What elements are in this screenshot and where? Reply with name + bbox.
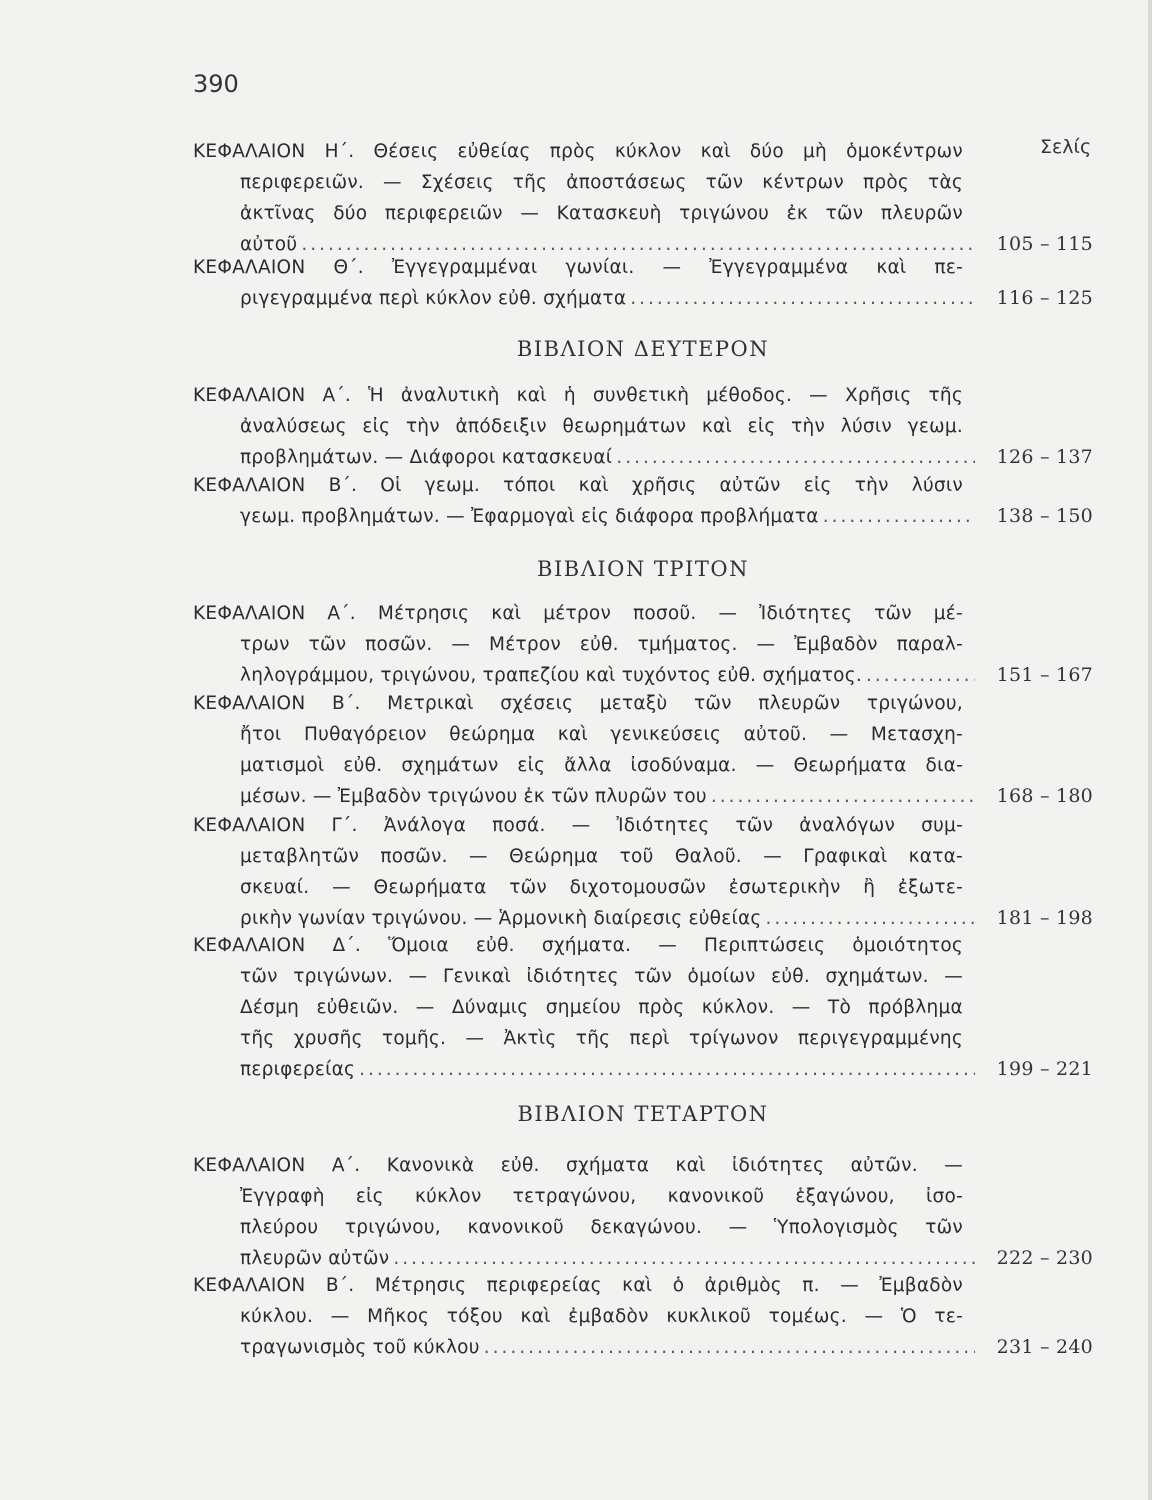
- toc-entry-line: [193, 1332, 1093, 1363]
- toc-entry-line: [193, 442, 1093, 473]
- toc-entry: [193, 380, 1093, 473]
- toc-entry: [193, 136, 1093, 260]
- dot-leader: [711, 781, 975, 812]
- toc-entry-line: [193, 470, 1093, 501]
- toc-entry-text: πλεύρου τριγώνου, κανονικοῦ δεκαγώνου. — Ὑπολογισμὸς τῶν: [240, 1217, 963, 1238]
- dot-leader: [616, 442, 975, 473]
- toc-entry: [193, 252, 1093, 314]
- toc-entry-text: περιφερείας: [240, 1059, 356, 1080]
- book-title: ΒΙΒΛΙΟΝ ΤΕΤΑΡΤΟΝ: [517, 1102, 769, 1126]
- toc-entry-text: αὐτοῦ: [240, 234, 298, 255]
- toc-entry-text: πλευρῶν αὐτῶν: [240, 1248, 390, 1269]
- toc-entry-line: [193, 380, 1093, 411]
- toc-entry-line: [193, 810, 1093, 841]
- toc-entry: [193, 1270, 1093, 1363]
- toc-entry-line: [193, 841, 1093, 872]
- page-range: 126 – 137: [996, 446, 1093, 468]
- page-range: 199 – 221: [996, 1058, 1093, 1080]
- toc-entry-text: ἀκτῖνας δύο περιφερειῶν — Κατασκευὴ τριγώνου ἐκ τῶν πλευρῶν: [240, 203, 963, 224]
- toc-entry-text: ΚΕΦΑΛΑΙΟΝ Β΄. Μετρικαὶ σχέσεις μεταξὺ τῶν πλευρῶν τριγώνου,: [193, 693, 963, 714]
- toc-entry-text: τραγωνισμὸς τοῦ κύκλου: [240, 1337, 480, 1358]
- toc-entry-line: [193, 688, 1093, 719]
- page-edge: [1148, 0, 1152, 1500]
- toc-entry: [193, 470, 1093, 532]
- toc-entry-text: τῶν τριγώνων. — Γενικαὶ ἰδιότητες τῶν ὁμοίων εὐθ. σχημάτων. —: [240, 966, 963, 987]
- toc-entry: [193, 688, 1093, 812]
- toc-entry-text: μεταβλητῶν ποσῶν. — Θεώρημα τοῦ Θαλοῦ. — Γραφικαὶ κατα-: [240, 846, 963, 867]
- page-range: 105 – 115: [996, 233, 1093, 255]
- toc-entry-text: ριγεγραμμένα περὶ κύκλον εὐθ. σχήματα: [240, 288, 627, 309]
- toc-entry-text: κύκλου. — Μῆκος τόξου καὶ ἐμβαδὸν κυκλικοῦ τομέως. — Ὁ τε-: [240, 1306, 963, 1327]
- toc-entry-line: [193, 872, 1093, 903]
- toc-entry-text: ΚΕΦΑΛΑΙΟΝ Δ΄. Ὅμοια εὐθ. σχήματα. — Περιπτώσεις ὁμοιότητος: [193, 935, 963, 956]
- toc-entry-text: ρικὴν γωνίαν τριγώνου. — Ἁρμονικὴ διαίρεσις εὐθείας: [240, 908, 762, 929]
- toc-entry: [193, 598, 1093, 691]
- toc-entry-line: [193, 501, 1093, 532]
- toc-entry-text: ΚΕΦΑΛΑΙΟΝ Α΄. Κανονικὰ εὐθ. σχήματα καὶ ἰδιότητες αὐτῶν. —: [193, 1155, 963, 1176]
- toc-entry-text: περιφερειῶν. — Σχέσεις τῆς ἀποστάσεως τῶν κέντρων πρὸς τὰς: [240, 172, 963, 193]
- toc-entry-line: [193, 719, 1093, 750]
- toc-entry-text: Ἐγγραφὴ εἰς κύκλον τετραγώνου, κανονικοῦ ἑξαγώνου, ἰσο-: [240, 1186, 963, 1207]
- toc-entry-line: [193, 1212, 1093, 1243]
- toc-entry: [193, 930, 1093, 1085]
- dot-leader: [823, 501, 975, 532]
- toc-entry-line: [193, 781, 1093, 812]
- toc-entry-text: ΚΕΦΑΛΑΙΟΝ Β΄. Μέτρησις περιφερείας καὶ ὁ ἀριθμὸς π. — Ἐμβαδὸν: [193, 1275, 963, 1296]
- toc-entry-text: ληλογράμμου, τριγώνου, τραπεζίου καὶ τυχόντος εὐθ. σχήματος.: [240, 665, 862, 686]
- page-range: 116 – 125: [996, 287, 1093, 309]
- pages-column-header: Σελίς: [1040, 136, 1092, 158]
- dot-leader: [866, 660, 975, 691]
- toc-entry-line: [193, 136, 1093, 167]
- toc-entry-line: [193, 660, 1093, 691]
- toc-entry-line: [193, 198, 1093, 229]
- toc-entry-text: ἤτοι Πυθαγόρειον θεώρημα καὶ γενικεύσεις αὐτοῦ. — Μετασχη-: [240, 724, 963, 745]
- toc-entry-line: [193, 992, 1093, 1023]
- toc-entry-text: ματισμοὶ εὐθ. σχημάτων εἰς ἄλλα ἰσοδύναμα. — Θεωρήματα δια-: [240, 755, 963, 776]
- page-range: 231 – 240: [996, 1336, 1093, 1358]
- toc-entry: [193, 1150, 1093, 1274]
- toc-entry-line: [193, 1023, 1093, 1054]
- toc-entry-line: [193, 1301, 1093, 1332]
- page-range: 168 – 180: [996, 785, 1093, 807]
- toc-entry-line: [193, 411, 1093, 442]
- toc-entry-text: ΚΕΦΑΛΑΙΟΝ Α΄. Μέτρησις καὶ μέτρον ποσοῦ. — Ἰδιότητες τῶν μέ-: [193, 603, 963, 624]
- toc-entry-text: προβλημάτων. — Διάφοροι κατασκευαί: [240, 447, 613, 468]
- toc-entry-text: ΚΕΦΑΛΑΙΟΝ Θ΄. Ἐγγεγραμμέναι γωνίαι. — Ἐγγεγραμμένα καὶ πε-: [193, 257, 963, 278]
- page-number: 390: [193, 70, 239, 98]
- toc-entry-line: [193, 1181, 1093, 1212]
- toc-entry-line: [193, 167, 1093, 198]
- toc-entry-text: τρων τῶν ποσῶν. — Μέτρον εὐθ. τμήματος. — Ἐμβαδὸν παραλ-: [240, 634, 963, 655]
- toc-entry-text: ΚΕΦΑΛΑΙΟΝ Η΄. Θέσεις εὐθείας πρὸς κύκλον καὶ δύο μὴ ὁμοκέντρων: [193, 141, 963, 162]
- toc-entry-line: [193, 961, 1093, 992]
- toc-entry-line: [193, 252, 1093, 283]
- toc-entry-line: [193, 629, 1093, 660]
- book-title: ΒΙΒΛΙΟΝ ΔΕΥΤΕΡΟΝ: [516, 337, 770, 361]
- toc-entry-line: [193, 598, 1093, 629]
- toc-entry-line: [193, 1270, 1093, 1301]
- toc-entry-text: Δέσμη εὐθειῶν. — Δύναμις σημείου πρὸς κύκλον. — Τὸ πρόβλημα: [240, 997, 963, 1018]
- toc-entry-line: [193, 1150, 1093, 1181]
- page-range: 138 – 150: [996, 505, 1093, 527]
- toc-entry: [193, 810, 1093, 934]
- page-range: 222 – 230: [996, 1247, 1093, 1269]
- dot-leader: [484, 1332, 975, 1363]
- toc-entry-text: σκευαί. — Θεωρήματα τῶν διχοτομουσῶν ἐσωτερικὴν ἢ ἐξωτε-: [240, 877, 963, 898]
- toc-entry-line: [193, 283, 1093, 314]
- toc-entry-text: ΚΕΦΑΛΑΙΟΝ Β΄. Οἱ γεωμ. τόποι καὶ χρῆσις αὐτῶν εἰς τὴν λύσιν: [193, 475, 963, 496]
- dot-leader: [359, 1054, 975, 1085]
- toc-entry-text: ΚΕΦΑΛΑΙΟΝ Γ΄. Ἀνάλογα ποσά. — Ἰδιότητες τῶν ἀναλόγων συμ-: [193, 815, 963, 836]
- toc-entry-text: μέσων. — Ἐμβαδὸν τριγώνου ἐκ τῶν πλυρῶν του: [240, 786, 707, 807]
- toc-entry-text: ἀναλύσεως εἰς τὴν ἀπόδειξιν θεωρημάτων καὶ εἰς τὴν λύσιν γεωμ.: [240, 416, 963, 437]
- page-range: 181 – 198: [996, 907, 1093, 929]
- toc-entry-line: [193, 1054, 1093, 1085]
- book-title: ΒΙΒΛΙΟΝ ΤΡΙΤΟΝ: [537, 557, 749, 581]
- toc-entry-line: [193, 750, 1093, 781]
- toc-entry-text: τῆς χρυσῆς τομῆς. — Ἀκτὶς τῆς περὶ τρίγωνον περιγεγραμμένης: [240, 1028, 963, 1049]
- toc-entry-line: [193, 930, 1093, 961]
- toc-entry-text: γεωμ. προβλημάτων. — Ἐφαρμογαὶ εἰς διάφορα προβλήματα: [240, 506, 819, 527]
- dot-leader: [630, 283, 975, 314]
- page-range: 151 – 167: [996, 664, 1093, 686]
- toc-entry-text: ΚΕΦΑΛΑΙΟΝ Α΄. Ἡ ἀναλυτικὴ καὶ ἡ συνθετικὴ μέθοδος. — Χρῆσις τῆς: [193, 385, 963, 406]
